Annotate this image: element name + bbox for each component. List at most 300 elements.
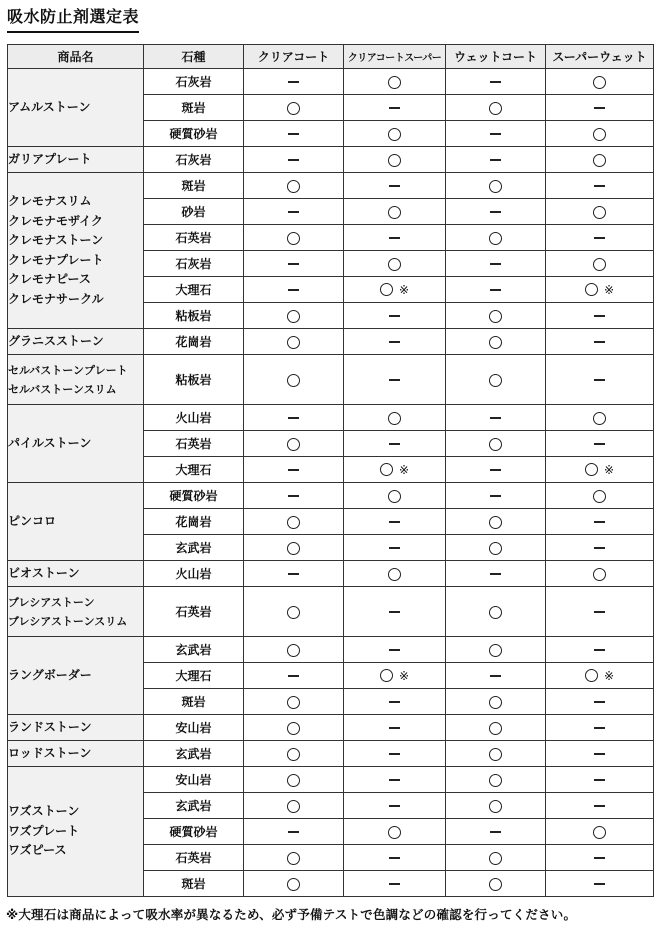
circle-icon: [388, 128, 401, 141]
circle-icon: [388, 206, 401, 219]
compatibility-cell: [446, 871, 546, 897]
compatibility-cell: [244, 587, 344, 637]
compatibility-cell: [344, 741, 446, 767]
stone-type-cell: 砂岩: [144, 199, 244, 225]
table-row: [8, 561, 654, 587]
dash-icon: [389, 805, 400, 807]
product-name: ビオストーン: [8, 565, 80, 580]
circle-icon: [388, 76, 401, 89]
stone-type-cell: 斑岩: [144, 95, 244, 121]
compatibility-cell: [546, 355, 654, 405]
circle-icon: [489, 102, 502, 115]
compatibility-cell: [546, 845, 654, 871]
dash-icon: [389, 107, 400, 109]
compatibility-cell: [446, 483, 546, 509]
table-body: [8, 69, 654, 897]
compatibility-cell: [244, 147, 344, 173]
circle-icon: [489, 606, 502, 619]
compatibility-cell: [546, 819, 654, 845]
circle-icon: [388, 826, 401, 839]
product-name-cell: [8, 69, 144, 147]
note-mark: ※: [603, 668, 615, 683]
compatibility-cell: [546, 329, 654, 355]
compatibility-cell: [546, 277, 654, 303]
product-name-cell: [8, 147, 144, 173]
compatibility-cell: [446, 405, 546, 431]
stone-type-cell: 粘板岩: [144, 303, 244, 329]
compatibility-cell: [546, 741, 654, 767]
stone-type-cell: 玄武岩: [144, 637, 244, 663]
compatibility-cell: [244, 251, 344, 277]
compatibility-cell: [244, 277, 344, 303]
compatibility-cell: [446, 845, 546, 871]
circle-icon: [585, 463, 598, 476]
compatibility-cell: [244, 69, 344, 95]
compatibility-cell: [546, 173, 654, 199]
compatibility-cell: [446, 69, 546, 95]
page-title: 吸水防止剤選定表: [7, 4, 139, 33]
compatibility-cell: [244, 845, 344, 871]
circle-icon: [593, 490, 606, 503]
stone-type-cell: 安山岩: [144, 715, 244, 741]
circle-icon: [380, 463, 393, 476]
compatibility-cell: [344, 845, 446, 871]
compatibility-cell: [344, 457, 446, 483]
product-name: クレモナモザイク: [8, 213, 103, 228]
dash-icon: [490, 469, 501, 471]
compatibility-cell: [546, 561, 654, 587]
dash-icon: [490, 831, 501, 833]
note-mark: ※: [398, 282, 410, 297]
product-name: セルバストーンスリム: [8, 382, 117, 396]
circle-icon: [489, 374, 502, 387]
dash-icon: [389, 701, 400, 703]
product-name-cell: [8, 561, 144, 587]
compatibility-cell: [546, 95, 654, 121]
stone-type-cell: 安山岩: [144, 767, 244, 793]
compatibility-cell: [546, 225, 654, 251]
compatibility-cell: [344, 793, 446, 819]
product-name-cell: [8, 741, 144, 767]
product-name: クレモナストーン: [8, 233, 104, 247]
product-name: クレモナサークル: [8, 291, 104, 306]
dash-icon: [389, 727, 400, 729]
circle-icon: [287, 102, 300, 115]
compatibility-cell: [344, 715, 446, 741]
circle-icon: [287, 542, 300, 555]
table-row: [8, 329, 654, 355]
compatibility-cell: [546, 457, 654, 483]
circle-icon: [489, 722, 502, 735]
dash-icon: [389, 521, 400, 523]
header-product: 商品名: [8, 45, 144, 69]
stone-type-cell: 花崗岩: [144, 329, 244, 355]
circle-icon: [287, 644, 300, 657]
dash-icon: [389, 443, 400, 445]
stone-type-cell: 玄武岩: [144, 793, 244, 819]
compatibility-cell: [244, 483, 344, 509]
compatibility-cell: [344, 329, 446, 355]
product-name-cell: [8, 483, 144, 561]
compatibility-cell: [344, 173, 446, 199]
compatibility-cell: [446, 355, 546, 405]
circle-icon: [287, 180, 300, 193]
circle-icon: [593, 76, 606, 89]
compatibility-cell: [344, 147, 446, 173]
compatibility-cell: [546, 69, 654, 95]
dash-icon: [594, 237, 605, 239]
dash-icon: [288, 263, 299, 265]
dash-icon: [389, 237, 400, 239]
compatibility-cell: [344, 483, 446, 509]
compatibility-cell: [446, 121, 546, 147]
compatibility-cell: [344, 819, 446, 845]
product-name: アムルストーン: [8, 99, 91, 114]
dash-icon: [594, 107, 605, 109]
compatibility-cell: [344, 405, 446, 431]
compatibility-cell: [446, 199, 546, 225]
dash-icon: [490, 495, 501, 497]
note-mark: ※: [603, 462, 615, 477]
dash-icon: [490, 289, 501, 291]
compatibility-cell: [546, 689, 654, 715]
dash-icon: [389, 857, 400, 859]
circle-icon: [287, 774, 300, 787]
table-row: [8, 637, 654, 663]
compatibility-cell: [546, 715, 654, 741]
compatibility-cell: [446, 251, 546, 277]
compatibility-cell: [344, 587, 446, 637]
compatibility-cell: [446, 587, 546, 637]
dash-icon: [288, 831, 299, 833]
compatibility-cell: [446, 715, 546, 741]
dash-icon: [594, 315, 605, 317]
dash-icon: [594, 521, 605, 523]
dash-icon: [389, 779, 400, 781]
compatibility-cell: [344, 535, 446, 561]
compatibility-cell: [244, 689, 344, 715]
circle-icon: [489, 852, 502, 865]
note-mark: ※: [398, 462, 410, 477]
product-name-cell: [8, 637, 144, 715]
compatibility-cell: [244, 663, 344, 689]
circle-icon: [593, 128, 606, 141]
stone-type-cell: 大理石: [144, 457, 244, 483]
dash-icon: [490, 133, 501, 135]
circle-icon: [287, 438, 300, 451]
compatibility-cell: [344, 303, 446, 329]
circle-icon: [489, 878, 502, 891]
compatibility-cell: [244, 561, 344, 587]
dash-icon: [288, 469, 299, 471]
stone-type-cell: 斑岩: [144, 871, 244, 897]
compatibility-cell: [446, 457, 546, 483]
product-name: ワズストーン: [8, 804, 80, 819]
circle-icon: [287, 606, 300, 619]
dash-icon: [288, 289, 299, 291]
stone-type-cell: 硬質砂岩: [144, 121, 244, 147]
circle-icon: [380, 669, 393, 682]
compatibility-cell: [244, 871, 344, 897]
compatibility-cell: [344, 663, 446, 689]
compatibility-cell: [244, 637, 344, 663]
circle-icon: [287, 800, 300, 813]
compatibility-cell: [446, 663, 546, 689]
product-name: セルバストーンプレート: [8, 363, 128, 377]
circle-icon: [489, 748, 502, 761]
product-name: ワズピース: [8, 843, 67, 858]
compatibility-cell: [344, 95, 446, 121]
selection-table: [7, 44, 654, 897]
compatibility-cell: [344, 689, 446, 715]
dash-icon: [389, 753, 400, 755]
compatibility-cell: [244, 767, 344, 793]
dash-icon: [594, 443, 605, 445]
compatibility-cell: [244, 715, 344, 741]
circle-icon: [287, 374, 300, 387]
stone-type-cell: 玄武岩: [144, 535, 244, 561]
stone-type-cell: 花崗岩: [144, 509, 244, 535]
compatibility-cell: [244, 121, 344, 147]
note-mark: ※: [398, 668, 410, 683]
compatibility-cell: [244, 303, 344, 329]
circle-icon: [593, 154, 606, 167]
compatibility-cell: [546, 587, 654, 637]
header-clear-coat-super: クリアコートスーパー: [344, 45, 446, 69]
circle-icon: [380, 283, 393, 296]
product-name: ピンコロ: [8, 513, 57, 528]
stone-type-cell: 硬質砂岩: [144, 819, 244, 845]
table-row: [8, 147, 654, 173]
dash-icon: [594, 779, 605, 781]
circle-icon: [388, 412, 401, 425]
product-name-cell: [8, 715, 144, 741]
circle-icon: [489, 438, 502, 451]
compatibility-cell: [446, 741, 546, 767]
dash-icon: [594, 805, 605, 807]
product-name: ブレシアストーンスリム: [8, 614, 128, 628]
compatibility-cell: [344, 225, 446, 251]
product-name-cell: [8, 355, 144, 405]
stone-type-cell: 硬質砂岩: [144, 483, 244, 509]
product-name: パイルストーン: [8, 435, 92, 450]
dash-icon: [288, 81, 299, 83]
compatibility-cell: [244, 173, 344, 199]
compatibility-cell: [546, 121, 654, 147]
compatibility-cell: [244, 741, 344, 767]
stone-type-cell: 斑岩: [144, 173, 244, 199]
compatibility-cell: [446, 509, 546, 535]
header-row: [8, 45, 654, 69]
product-name-cell: [8, 587, 144, 637]
circle-icon: [593, 412, 606, 425]
product-name: ガリアプレート: [8, 151, 92, 166]
table-row: [8, 715, 654, 741]
compatibility-cell: [244, 431, 344, 457]
compatibility-cell: [446, 147, 546, 173]
compatibility-cell: [244, 225, 344, 251]
circle-icon: [287, 722, 300, 735]
dash-icon: [594, 547, 605, 549]
compatibility-cell: [546, 431, 654, 457]
circle-icon: [388, 154, 401, 167]
compatibility-cell: [344, 355, 446, 405]
compatibility-cell: [546, 147, 654, 173]
compatibility-cell: [244, 535, 344, 561]
compatibility-cell: [546, 251, 654, 277]
dash-icon: [389, 341, 400, 343]
stone-type-cell: 石英岩: [144, 845, 244, 871]
compatibility-cell: [446, 767, 546, 793]
compatibility-cell: [344, 69, 446, 95]
compatibility-cell: [344, 277, 446, 303]
stone-type-cell: 石英岩: [144, 225, 244, 251]
dash-icon: [594, 727, 605, 729]
table-row: [8, 767, 654, 793]
dash-icon: [389, 315, 400, 317]
product-name: ロッドストーン: [8, 745, 92, 760]
circle-icon: [287, 852, 300, 865]
circle-icon: [287, 696, 300, 709]
circle-icon: [388, 258, 401, 271]
dash-icon: [594, 857, 605, 859]
compatibility-cell: [446, 277, 546, 303]
circle-icon: [489, 310, 502, 323]
compatibility-cell: [446, 95, 546, 121]
product-name-cell: [8, 767, 144, 897]
dash-icon: [594, 379, 605, 381]
circle-icon: [489, 542, 502, 555]
circle-icon: [287, 748, 300, 761]
product-name-cell: [8, 329, 144, 355]
dash-icon: [389, 379, 400, 381]
compatibility-cell: [446, 535, 546, 561]
product-name-cell: [8, 173, 144, 329]
dash-icon: [490, 211, 501, 213]
table-row: [8, 69, 654, 95]
stone-type-cell: 大理石: [144, 663, 244, 689]
dash-icon: [490, 263, 501, 265]
stone-type-cell: 石英岩: [144, 431, 244, 457]
dash-icon: [288, 573, 299, 575]
compatibility-cell: [344, 637, 446, 663]
dash-icon: [594, 611, 605, 613]
circle-icon: [593, 206, 606, 219]
table-row: [8, 483, 654, 509]
product-name-cell: [8, 405, 144, 483]
compatibility-cell: [344, 871, 446, 897]
circle-icon: [593, 568, 606, 581]
circle-icon: [489, 180, 502, 193]
dash-icon: [594, 185, 605, 187]
table-row: [8, 741, 654, 767]
dash-icon: [594, 701, 605, 703]
compatibility-cell: [244, 793, 344, 819]
circle-icon: [489, 800, 502, 813]
dash-icon: [594, 753, 605, 755]
dash-icon: [490, 573, 501, 575]
product-name: ラングボーダー: [8, 667, 92, 682]
compatibility-cell: [446, 561, 546, 587]
dash-icon: [288, 211, 299, 213]
note-mark: ※: [603, 282, 615, 297]
circle-icon: [489, 336, 502, 349]
stone-type-cell: 大理石: [144, 277, 244, 303]
product-name: クレモナプレート: [8, 252, 104, 267]
dash-icon: [389, 185, 400, 187]
dash-icon: [490, 675, 501, 677]
product-name: クレモナスリム: [8, 194, 92, 208]
dash-icon: [389, 547, 400, 549]
dash-icon: [389, 649, 400, 651]
product-name: ランドストーン: [8, 719, 92, 734]
compatibility-cell: [546, 871, 654, 897]
compatibility-cell: [546, 535, 654, 561]
compatibility-cell: [344, 431, 446, 457]
compatibility-cell: [546, 767, 654, 793]
header-clear-coat: クリアコート: [244, 45, 344, 69]
header-wet-coat: ウェットコート: [446, 45, 546, 69]
circle-icon: [489, 774, 502, 787]
circle-icon: [287, 232, 300, 245]
stone-type-cell: 粘板岩: [144, 355, 244, 405]
compatibility-cell: [446, 431, 546, 457]
dash-icon: [594, 649, 605, 651]
dash-icon: [288, 495, 299, 497]
stone-type-cell: 石灰岩: [144, 69, 244, 95]
compatibility-cell: [446, 793, 546, 819]
compatibility-cell: [244, 405, 344, 431]
circle-icon: [287, 878, 300, 891]
circle-icon: [593, 826, 606, 839]
circle-icon: [593, 258, 606, 271]
compatibility-cell: [244, 95, 344, 121]
circle-icon: [489, 516, 502, 529]
compatibility-cell: [244, 329, 344, 355]
dash-icon: [288, 159, 299, 161]
dash-icon: [594, 341, 605, 343]
stone-type-cell: 石英岩: [144, 587, 244, 637]
circle-icon: [489, 644, 502, 657]
dash-icon: [594, 883, 605, 885]
title-block: [7, 4, 139, 33]
dash-icon: [490, 417, 501, 419]
compatibility-cell: [244, 457, 344, 483]
dash-icon: [288, 675, 299, 677]
compatibility-cell: [446, 225, 546, 251]
dash-icon: [389, 883, 400, 885]
compatibility-cell: [546, 483, 654, 509]
circle-icon: [489, 232, 502, 245]
header-stone-type: 石種: [144, 45, 244, 69]
circle-icon: [388, 568, 401, 581]
compatibility-cell: [446, 303, 546, 329]
table-row: [8, 173, 654, 199]
stone-type-cell: 斑岩: [144, 689, 244, 715]
compatibility-cell: [344, 767, 446, 793]
table-row: [8, 587, 654, 637]
stone-type-cell: 石灰岩: [144, 251, 244, 277]
compatibility-cell: [546, 405, 654, 431]
compatibility-cell: [344, 199, 446, 225]
circle-icon: [287, 310, 300, 323]
compatibility-cell: [446, 329, 546, 355]
compatibility-cell: [446, 689, 546, 715]
footnote: ※大理石は商品によって吸水率が異なるため、必ず予備テストで色調などの確認を行ってください。: [6, 907, 577, 922]
dash-icon: [490, 159, 501, 161]
compatibility-cell: [446, 819, 546, 845]
compatibility-cell: [546, 637, 654, 663]
